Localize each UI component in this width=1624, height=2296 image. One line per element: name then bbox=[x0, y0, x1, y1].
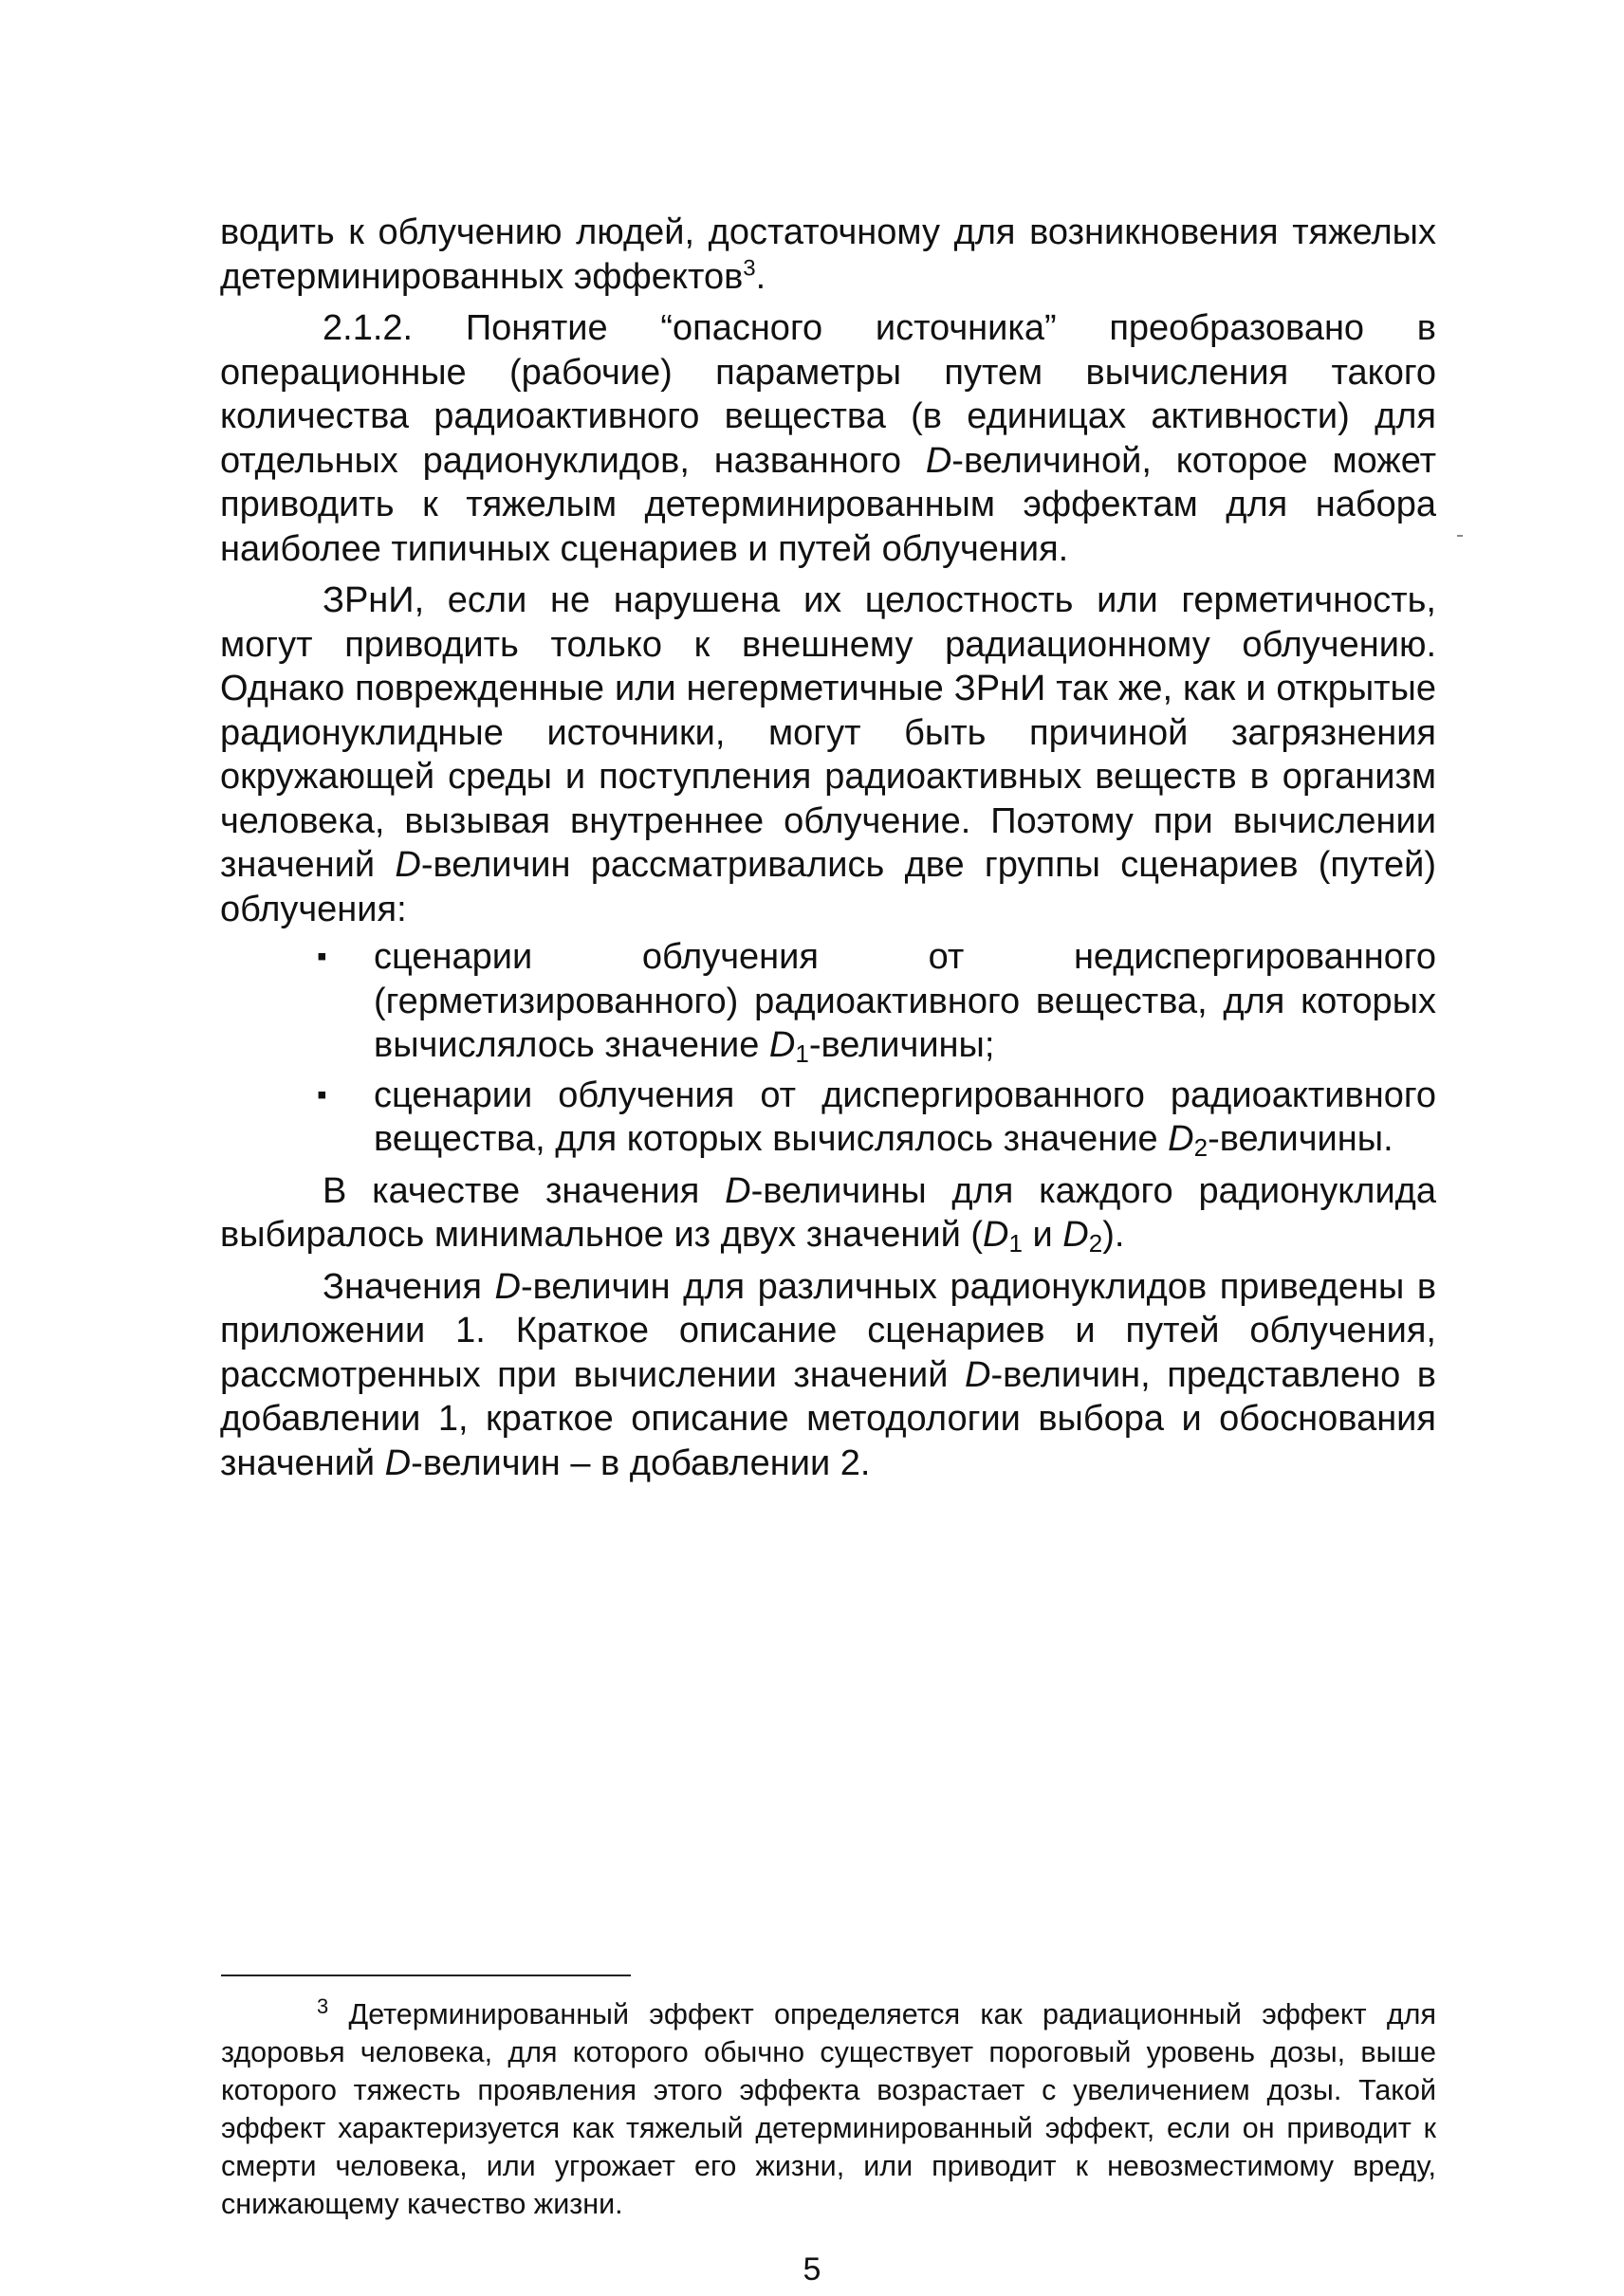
scenario-list bbox=[220, 935, 1436, 1162]
list-item-text-end: -величины. bbox=[1208, 1119, 1393, 1159]
values-text: Значения bbox=[323, 1266, 495, 1307]
choice-text-end: ). bbox=[1102, 1215, 1125, 1255]
list-item-text: сценарии облучения от недиспергированного (герметизированного) радиоактивного вещества, для которых вычислялось значение bbox=[374, 937, 1436, 1065]
bullet-icon: ▪ bbox=[317, 1078, 327, 1111]
d1-subscript: 1 bbox=[1008, 1229, 1023, 1258]
d-symbol: D bbox=[768, 1025, 796, 1065]
choice-text-mid: -величины для каждого радионуклида выбиралось минимальное из двух значений ( bbox=[220, 1170, 1436, 1255]
d-subscript: 1 bbox=[795, 1039, 809, 1068]
section-2-1-2-text-end: -величиной, которое может приводить к тяжелым детерминированным эффектам для набора наиболее типичных сценариев и путей облучения. bbox=[220, 440, 1436, 569]
d-symbol: D bbox=[1168, 1119, 1194, 1159]
d-symbol: D bbox=[925, 440, 952, 481]
values-text-mid: -величин для различных радионуклидов приведены в приложении 1. Краткое описание сценариев и путей облучения, рассмотренных при вычислении значений bbox=[220, 1266, 1437, 1395]
d-symbol: D bbox=[965, 1354, 991, 1395]
scan-speck bbox=[1457, 535, 1463, 537]
footnote bbox=[221, 1995, 1436, 2223]
continuation-paragraph bbox=[220, 211, 1436, 299]
d1-symbol: D bbox=[983, 1215, 1009, 1255]
section-2-1-2-text: 2.1.2. Понятие “опасного источника” преобразовано в операционные (рабочие) параметры путем вычисления такого количества радиоактивного вещества (в единицах активности) для отдельных радионуклидов, названного bbox=[220, 308, 1436, 481]
zrni-text-end: -величин рассматривались две группы сценариев (путей) облучения: bbox=[220, 845, 1436, 929]
d-symbol: D bbox=[494, 1266, 521, 1307]
list-item bbox=[220, 1074, 1436, 1162]
d2-subscript: 2 bbox=[1088, 1229, 1103, 1258]
d-symbol: D bbox=[725, 1170, 751, 1211]
values-paragraph bbox=[220, 1265, 1436, 1486]
continuation-end: . bbox=[755, 256, 766, 297]
continuation-text: водить к облучению людей, достаточному для возникновения тяжелых детерминированных эффектов bbox=[220, 212, 1436, 297]
footnote-number: 3 bbox=[317, 1993, 329, 2018]
zrni-paragraph bbox=[220, 579, 1436, 931]
footnote-reference: 3 bbox=[743, 254, 756, 281]
d2-symbol: D bbox=[1062, 1215, 1089, 1255]
list-item bbox=[220, 935, 1436, 1068]
choice-text: В качестве значения bbox=[323, 1170, 726, 1211]
values-text-end: -величин – в добавлении 2. bbox=[411, 1442, 871, 1483]
d-symbol: D bbox=[384, 1442, 412, 1483]
list-item-text-end: -величины; bbox=[808, 1025, 995, 1065]
list-item-text: сценарии облучения от диспергированного радиоактивного вещества, для которых вычислялось значение bbox=[374, 1075, 1436, 1159]
footnote-text: Детерминированный эффект определяется как радиационный эффект для здоровья человека, для которого обычно существует пороговый уровень дозы, выше которого тяжесть проявления этого эффекта возрастает с увеличением дозы. Такой эффект характеризуется как тяжелый детерминированный эффект, если он приводит к смерти человека, или угрожает его жизни, или приводит к невозместимому вреду, снижающему качество жизни. bbox=[221, 1998, 1436, 2220]
choice-and: и bbox=[1022, 1215, 1063, 1255]
values-text-mid-2: -величин, представлено в добавлении 1, краткое описание методологии выбора и обоснования значений bbox=[220, 1354, 1436, 1483]
zrni-text: ЗРнИ, если не нарушена их целостность или герметичность, могут приводить только к внешнему радиационному облучению. Однако поврежденные или негерметичные ЗРнИ так же, как и открытые радионуклидные источники, могут быть причиной загрязнения окружающей среды и поступления радиоактивных веществ в организм человека, вызывая внутреннее облучение. Поэтому при вычислении значений bbox=[220, 580, 1436, 885]
main-text-block bbox=[220, 211, 1436, 1485]
choice-paragraph bbox=[220, 1169, 1436, 1258]
d-symbol: D bbox=[395, 845, 421, 885]
page-number: 5 bbox=[803, 2251, 821, 2287]
bullet-icon: ▪ bbox=[317, 941, 327, 972]
footnote-divider bbox=[221, 1975, 631, 1976]
d-subscript: 2 bbox=[1193, 1133, 1209, 1162]
section-2-1-2-paragraph bbox=[220, 306, 1436, 571]
